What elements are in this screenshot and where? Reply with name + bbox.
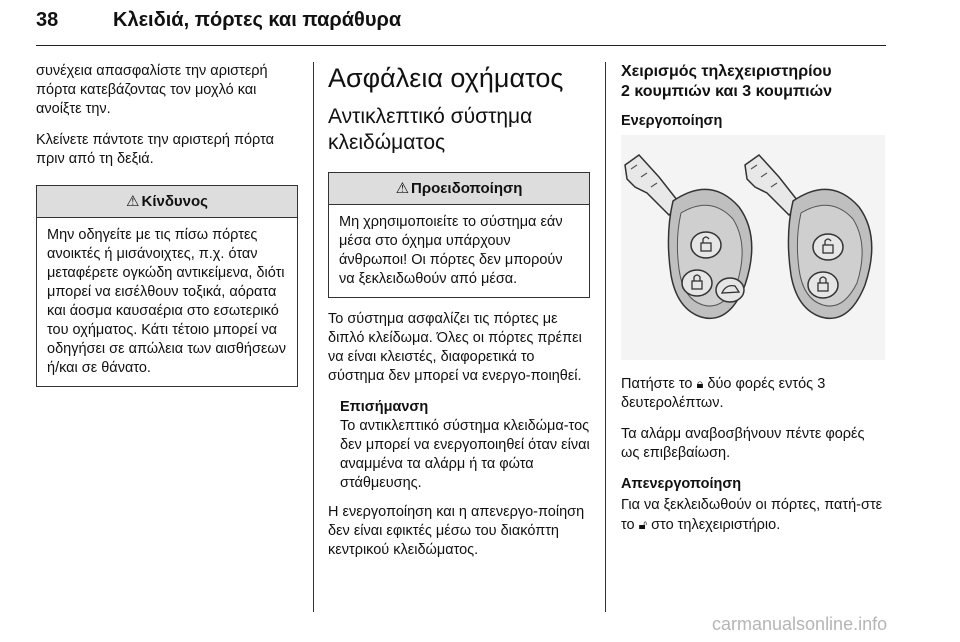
paragraph: Το σύστημα ασφαλίζει τις πόρτες με διπλό κλείδωμα. Όλες οι πόρτες πρέπει να είναι κλειστές, διαφορετικά το σύστημα δεν μπορεί να ενεργο-ποιηθεί. — [328, 311, 582, 384]
paragraph: Κλείνετε πάντοτε την αριστερή πόρτα πριν από τη δεξιά. — [36, 132, 274, 167]
warning-body: Μη χρησιμοποιείτε το σύστημα εάν μέσα στο όχημα υπάρχουν άνθρωποι! Οι πόρτες δεν μπορούν να ξεκλειδωθούν από μέσα. — [339, 214, 563, 287]
column-divider — [605, 62, 606, 612]
danger-title-text: Κίνδυνος — [141, 193, 208, 210]
unlock-button-icon: 🔓︎ — [638, 517, 648, 532]
remote-title-line1: Χειρισμός τηλεχειριστηρίου — [621, 63, 832, 80]
remote-keys-illustration — [621, 135, 885, 360]
warning-triangle-icon: ⚠ — [395, 180, 410, 197]
paragraph: Τα αλάρμ αναβοσβήνουν πέντε φορές ως επιβεβαίωση. — [621, 426, 865, 461]
warning-triangle-icon: ⚠ — [126, 193, 140, 210]
activation-text-pre: Πατήστε το — [621, 376, 693, 392]
deactivation-step — [621, 496, 885, 535]
page-number: 38 — [36, 9, 59, 31]
watermark: carmanualsonline.info — [712, 614, 888, 634]
danger-title — [37, 186, 297, 218]
key-fob-right — [745, 155, 872, 318]
page-header — [36, 5, 886, 46]
section-title: Ασφάλεια οχήματος — [328, 63, 564, 93]
remote-title — [621, 62, 885, 102]
column-left — [36, 62, 298, 399]
key-fob-left — [625, 155, 752, 318]
section-subtitle: Αντικλεπτικό σύστημα κλειδώματος — [328, 105, 533, 154]
paragraph: Η ενεργοποίηση και η απενεργο-ποίηση δεν είναι εφικτές μέσω του διακόπτη κεντρικού κλειδώματος. — [328, 504, 585, 558]
column-divider — [313, 62, 314, 612]
deactivation-text-post: στο τηλεχειριστήριο. — [651, 517, 781, 533]
note-title: Επισήμανση — [340, 399, 429, 415]
remote-keys-svg — [621, 135, 885, 360]
warning-box — [328, 172, 590, 298]
lock-button-icon: 🔒︎ — [696, 376, 704, 391]
paragraph: συνέχεια απασφαλίστε την αριστερή πόρτα κατεβάζοντας τον μοχλό και ανοίξτε την. — [36, 63, 268, 117]
warning-title-text: Προειδοποίηση — [411, 180, 523, 197]
column-middle — [328, 62, 590, 572]
activation-heading: Ενεργοποίηση — [621, 113, 723, 129]
remote-title-line2: 2 κουμπιών και 3 κουμπιών — [621, 83, 832, 100]
danger-body: Μην οδηγείτε με τις πίσω πόρτες ανοικτές ή μισάνοιχτες, π.χ. όταν μεταφέρετε ογκώδη αντικείμενα, διότι μπορεί να εισέλθουν τοξικά, αόρατα και άοσμα καυσαέρια στο εσωτερικό του οχήματος. Κάτι τέτοιο μπορεί να οδηγήσει σε απώλεια των αισθήσεων ή/και σε θάνατο. — [47, 227, 286, 376]
deactivation-heading: Απενεργοποίηση — [621, 476, 742, 492]
deactivation-text-pre: Για να ξεκλειδωθούν οι πόρτες, πατή-στε το — [621, 497, 883, 533]
chapter-title: Κλειδιά, πόρτες και παράθυρα — [113, 9, 402, 31]
danger-box — [36, 185, 298, 387]
activation-step — [621, 374, 885, 413]
warning-title — [329, 173, 589, 205]
activation-text-post: δύο φορές εντός 3 δευτερολέπτων. — [621, 376, 826, 411]
note-body: Το αντικλεπτικό σύστημα κλειδώμα-τος δεν μπορεί να ενεργοποιηθεί όταν είναι αναμμένα τα αλάρμ ή τα φώτα στάθμευσης. — [340, 418, 590, 491]
column-right — [621, 62, 885, 547]
note — [328, 398, 590, 493]
